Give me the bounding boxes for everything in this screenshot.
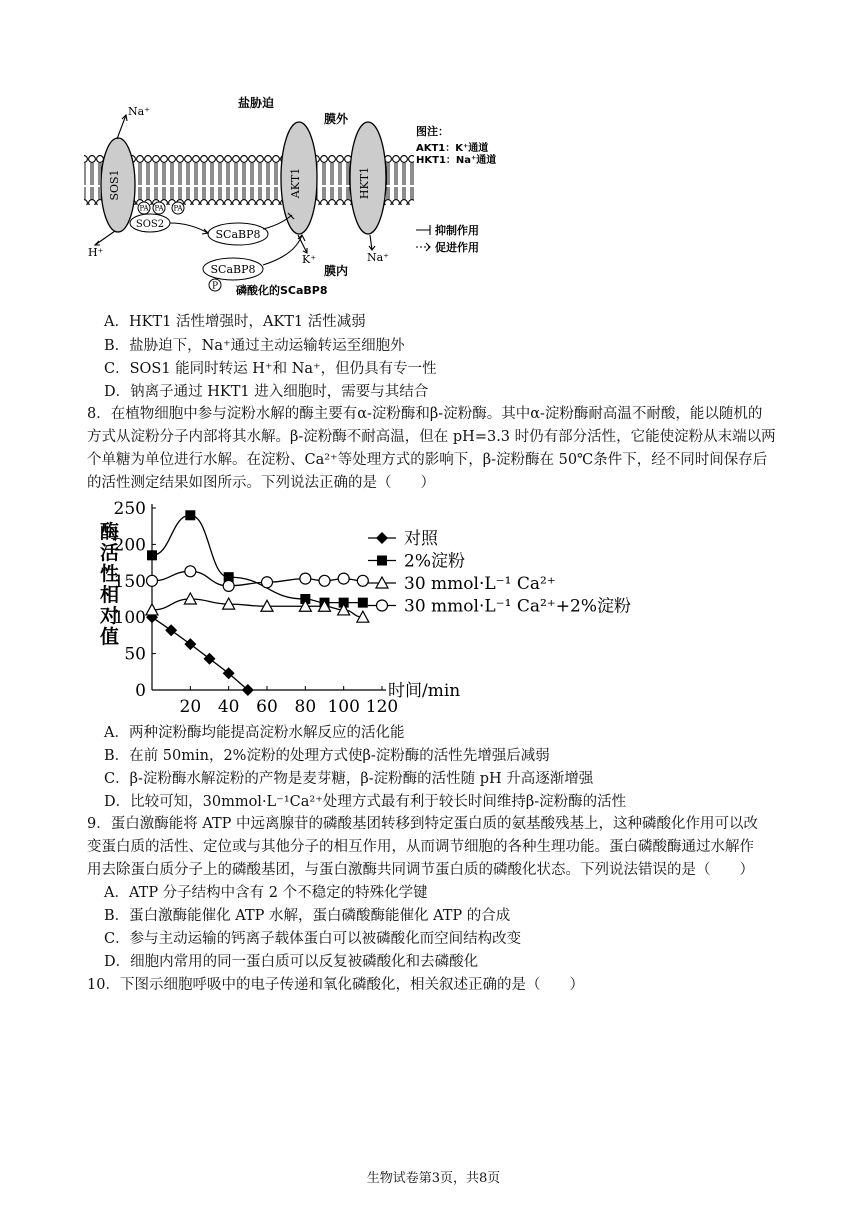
legend-label: 30 mmol·L⁻¹ Ca²⁺+2%淀粉 bbox=[404, 596, 631, 617]
data-point-circle bbox=[147, 575, 158, 586]
q9-option-c: C．参与主动运输的钙离子载体蛋白可以被磷酸化而空间结构改变 bbox=[104, 931, 522, 947]
data-point-diamond bbox=[165, 624, 177, 636]
legend-marker-circle bbox=[377, 600, 388, 611]
data-point-circle bbox=[357, 575, 368, 586]
legend-title: 图注： bbox=[416, 125, 449, 138]
q8-option-a: A．两种淀粉酶均能提高淀粉水解反应的活化能 bbox=[104, 725, 405, 741]
k-bottom: K⁺ bbox=[302, 253, 317, 266]
y-tick-label: 50 bbox=[124, 644, 146, 665]
data-point-square bbox=[185, 510, 195, 520]
y-tick-label: 150 bbox=[113, 571, 146, 592]
data-point-square bbox=[358, 598, 368, 608]
series-line-2 bbox=[152, 515, 363, 602]
pa-group bbox=[138, 202, 184, 214]
data-point-circle bbox=[319, 575, 330, 586]
phos-label: 磷酸化的SCaBP8 bbox=[236, 284, 328, 297]
legend-promote: 促进作用 bbox=[435, 241, 479, 254]
svg-text:PA: PA bbox=[173, 204, 183, 213]
svg-text:P: P bbox=[211, 281, 219, 292]
na-top: Na⁺ bbox=[128, 105, 150, 118]
data-point-circle bbox=[338, 573, 349, 584]
q8-option-b: B．在前 50min，2%淀粉的处理方式使β-淀粉酶的活性先增强后减弱 bbox=[104, 748, 550, 764]
sos1-label: SOS1 bbox=[108, 169, 121, 201]
legend-label: 对照 bbox=[404, 529, 438, 549]
data-point-circle bbox=[223, 580, 234, 591]
q8-line-4: 的活性测定结果如图所示。下列说法正确的是（ ） bbox=[87, 475, 435, 491]
series-line-1 bbox=[152, 617, 248, 690]
y-tick-label: 200 bbox=[113, 535, 146, 556]
outside-label: 膜外 bbox=[324, 112, 349, 126]
data-point-square bbox=[147, 550, 157, 560]
data-point-circle bbox=[300, 573, 311, 584]
q7-option-b: B．盐胁迫下，Na⁺通过主动运输转运至细胞外 bbox=[104, 338, 405, 354]
y-tick-label: 0 bbox=[135, 681, 146, 701]
na-bottom: Na⁺ bbox=[367, 251, 389, 264]
q10-stem: 10．下图示细胞呼吸中的电子传递和氧化磷酸化，相关叙述正确的是（ ） bbox=[87, 977, 584, 993]
h-bottom: H⁺ bbox=[88, 246, 104, 259]
q9-option-a: A．ATP 分子结构中含有 2 个不稳定的特殊化学键 bbox=[104, 885, 428, 901]
data-point-circle bbox=[262, 577, 273, 588]
svg-text:PA: PA bbox=[139, 204, 149, 213]
sos2-label: SOS2 bbox=[135, 219, 165, 230]
x-tick-label: 60 bbox=[256, 697, 278, 717]
legend-symbols bbox=[416, 225, 430, 251]
akt1-label: AKT1 bbox=[289, 167, 302, 199]
legend-marker-diamond bbox=[376, 532, 388, 544]
q7-option-a: A．HKT1 活性增强时，AKT1 活性减弱 bbox=[104, 314, 366, 330]
legend-hkt1: HKT1：Na⁺通道 bbox=[416, 155, 497, 166]
enzyme-activity-chart bbox=[86, 496, 646, 718]
svg-text:PA: PA bbox=[154, 204, 164, 213]
q8-line-2: 方式从淀粉分子内部将其水解。β-淀粉酶不耐高温，但在 pH=3.3 时仍有部分活性，它能使淀粉从末端以两 bbox=[87, 429, 776, 445]
q9-line-1: 9．蛋白激酶能将 ATP 中远离腺苷的磷酸基团转移到特定蛋白质的氨基酸残基上，这种磷酸化作用可以改 bbox=[87, 816, 759, 832]
hkt1-label: HKT1 bbox=[358, 166, 371, 200]
y-tick-label: 250 bbox=[113, 499, 146, 519]
data-point-diamond bbox=[204, 653, 216, 665]
legend-label: 2%淀粉 bbox=[404, 551, 465, 572]
q8-option-d: D．比较可知，30mmol·L⁻¹Ca²⁺处理方式最有利于较长时间维持β-淀粉酶的活性 bbox=[104, 794, 627, 810]
scabp8-label: SCaBP8 bbox=[215, 228, 261, 241]
q8-line-3: 个单糖为单位进行水解。在淀粉、Ca²⁺等处理方式的影响下，β-淀粉酶在 50℃条件下，经不同时间保存后 bbox=[87, 452, 768, 468]
x-tick-label: 20 bbox=[179, 697, 202, 717]
membrane-figure bbox=[80, 95, 520, 305]
x-axis-label: 时间/min bbox=[388, 681, 461, 701]
series-line-3 bbox=[152, 599, 363, 617]
y-axis-label: 酶活性相对值 bbox=[100, 521, 120, 648]
q8-option-c: C．β-淀粉酶水解淀粉的产物是麦芽糖，β-淀粉酶的活性随 pH 升高逐渐增强 bbox=[104, 771, 594, 787]
q9-line-3: 用去除蛋白质分子上的磷酸基团，与蛋白激酶共同调节蛋白质的磷酸化状态。下列说法错误的是（ ） bbox=[87, 862, 754, 878]
scabp8-phos-label: SCaBP8 bbox=[210, 263, 256, 276]
salt-stress-label: 盐胁迫 bbox=[238, 96, 275, 110]
legend-akt1: AKT1：K⁺通道 bbox=[416, 143, 489, 154]
q9-option-d: D．细胞内常用的同一蛋白质可以反复被磷酸化和去磷酸化 bbox=[104, 954, 479, 970]
x-tick-label: 100 bbox=[327, 697, 360, 717]
q9-option-b: B．蛋白激酶能催化 ATP 水解，蛋白磷酸酶能催化 ATP 的合成 bbox=[104, 908, 511, 924]
data-point-circle bbox=[185, 566, 196, 577]
x-tick-label: 120 bbox=[365, 697, 399, 717]
y-tick-label: 100 bbox=[113, 608, 146, 629]
q9-line-2: 变蛋白质的活性、定位或与其他分子的相互作用，从而调节细胞的各种生理功能。蛋白磷酸酶通过水解作 bbox=[87, 839, 754, 855]
q7-option-c: C．SOS1 能同时转运 H⁺和 Na⁺，但仍具有专一性 bbox=[104, 361, 437, 377]
inside-label: 膜内 bbox=[324, 264, 349, 278]
data-point-diamond bbox=[184, 638, 196, 650]
q7-option-d: D．钠离子通过 HKT1 进入细胞时，需要与其结合 bbox=[104, 384, 429, 400]
x-tick-label: 40 bbox=[217, 697, 240, 717]
legend-marker-square bbox=[377, 556, 387, 566]
legend-inhibit: 抑制作用 bbox=[435, 224, 479, 237]
x-tick-label: 80 bbox=[294, 697, 317, 717]
q8-line-1: 8．在植物细胞中参与淀粉水解的酶主要有α-淀粉酶和β-淀粉酶。其中α-淀粉酶耐高温不耐酸，能以随机的 bbox=[87, 406, 763, 422]
page-footer: 生物试卷第3页，共8页 bbox=[366, 1171, 501, 1186]
legend-label: 30 mmol·L⁻¹ Ca²⁺ bbox=[404, 574, 556, 594]
